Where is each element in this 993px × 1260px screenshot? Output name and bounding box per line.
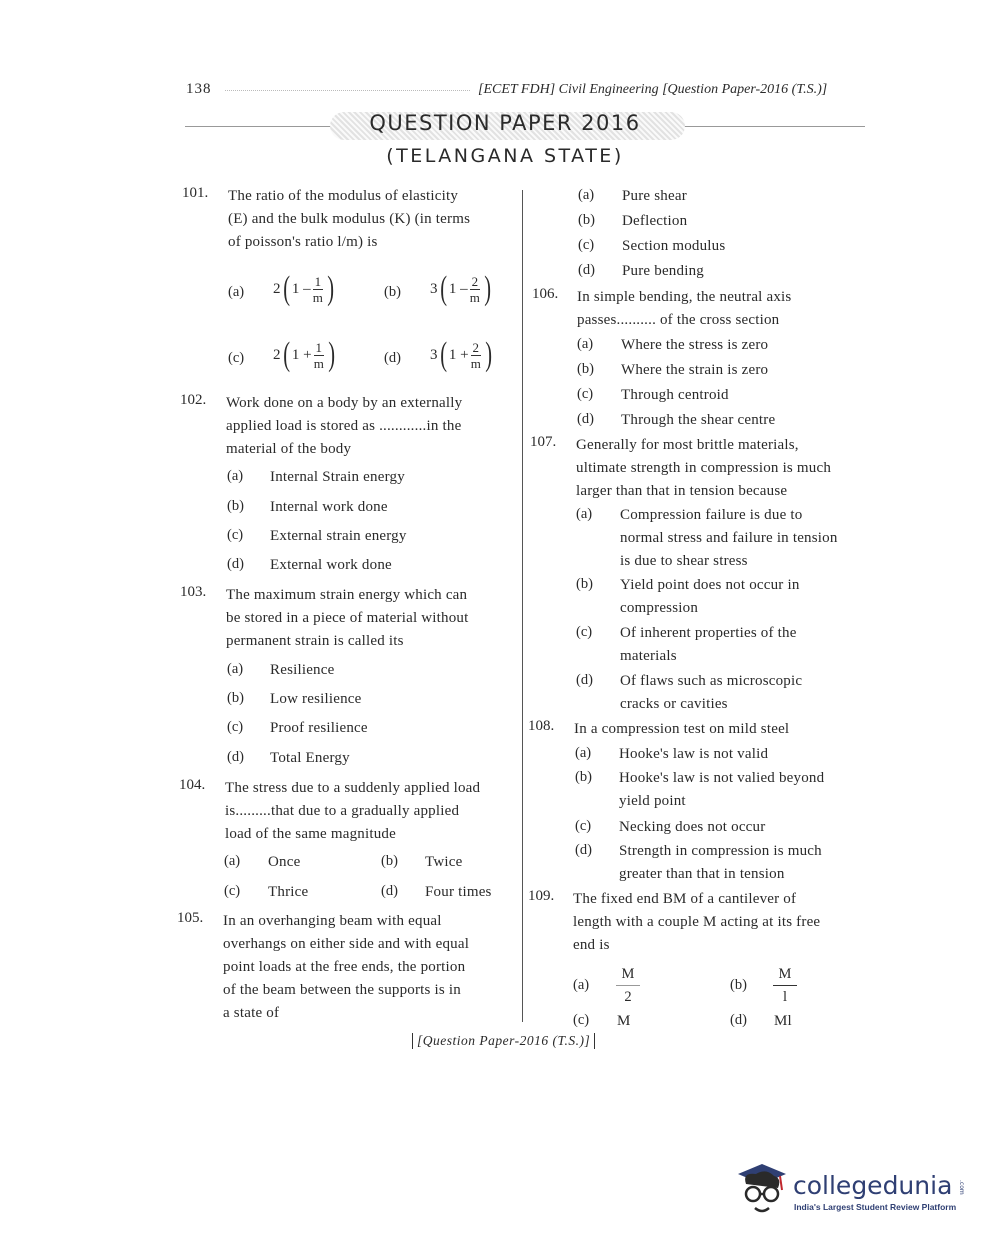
text-line: applied load is stored as ............in the [226,418,462,434]
option-label: (b) [576,576,593,592]
logo-domain: .com [958,1180,965,1195]
text-line: In an overhanging beam with equal [223,913,442,929]
option-text [619,743,768,766]
question-number: 104. [179,777,206,793]
option-label: (c) [228,350,245,366]
text-line: (E) and the bulk modulus (K) (in terms [228,211,471,227]
option-label: (d) [575,842,592,858]
numerator: M [616,963,640,986]
paper-title: QUESTION PAPER 2016 [369,111,641,135]
question-text [573,888,860,957]
text-line: be stored in a piece of material without [226,610,469,626]
numerator: 2 [471,273,479,289]
option-label: (a) [227,468,244,484]
option-text: Low resilience [270,691,362,707]
logo-wordmark: collegedunia [793,1171,953,1200]
text-line: point loads at the free ends, the portion [223,959,466,975]
option-label: (a) [578,187,595,203]
denominator: 2 [624,989,632,1005]
option-label: (c) [575,818,592,834]
option-label: (c) [576,624,593,640]
fraction [314,340,325,371]
option-label: (d) [227,749,244,765]
option-text [620,574,862,620]
question-text [577,286,863,332]
text-line: load of the same magnitude [225,826,396,842]
question-number: 106. [532,286,559,302]
text-line: Hooke's law is not valid [619,746,769,762]
text-line: Of inherent properties of the [620,625,797,641]
option-label: (c) [578,237,595,253]
option-text: M [617,1013,631,1029]
text-line: Compression failure is due to [620,507,803,523]
option-label: (c) [573,1012,590,1028]
column-divider [522,190,523,1022]
question-number: 103. [180,584,207,600]
text-line: The maximum strain energy which can [226,587,468,603]
option-text: Section modulus [622,238,726,254]
header-rule [225,90,470,91]
question-number: 102. [180,392,207,408]
option-label: (b) [730,977,747,993]
question-text [223,910,509,1025]
banner-rule-left [185,126,330,127]
option-text: Twice [425,854,463,870]
text-line: yield point [619,793,686,809]
term: 1 + [291,346,312,363]
text-line: length with a couple M acting at its free [573,914,821,930]
option-label: (a) [224,853,241,869]
option-text: Four times [425,884,492,900]
option-label: (d) [384,350,401,366]
option-b-formula [430,272,493,306]
option-text [620,670,862,716]
text-line: is.........that due to a gradually applied [225,803,460,819]
left-paren: ( [282,336,290,373]
option-text [619,840,861,886]
option-label: (b) [384,284,401,300]
tassel [780,1176,782,1190]
text-line: The ratio of the modulus of elasticity [228,188,459,204]
option-label: (d) [577,411,594,427]
question-number: 109. [528,888,555,904]
smile [755,1208,769,1211]
option-label: (a) [576,506,593,522]
option-label: (d) [381,883,398,899]
glasses-left [746,1187,760,1201]
option-text [620,622,862,668]
text-line: of poisson's ratio l/m) is [228,234,378,250]
option-text: Proof resilience [270,720,368,736]
term: 1 + [448,346,469,363]
option-label: (d) [578,262,595,278]
option-text: Total Energy [270,750,350,766]
left-paren: ( [439,270,447,307]
option-text: Through the shear centre [621,412,776,428]
option-text: Pure bending [622,263,704,279]
option-text: Ml [774,1013,792,1029]
option-label: (c) [577,386,594,402]
text-line: Necking does not occur [619,819,766,835]
fraction [470,274,481,305]
right-paren: ) [328,336,336,373]
numerator: 2 [472,339,480,355]
option-text: Pure shear [622,188,687,204]
text-line: compression [620,600,699,616]
option-text: Where the strain is zero [621,362,769,378]
term: 1 – [448,280,468,297]
collegedunia-logo-icon [736,1162,788,1220]
option-text [619,767,824,813]
denominator: m [470,355,481,371]
option-label: (b) [575,769,592,785]
text-line: permanent strain is called its [226,633,404,649]
question-text [226,584,510,653]
coefficient: 3 [430,280,438,297]
option-text: Deflection [622,213,688,229]
text-line: Strength in compression is much [619,843,822,859]
option-label: (a) [227,661,244,677]
running-header: [ECET FDH] Civil Engineering [Question Paper-2016 (T.S.)] [478,82,828,97]
text-line: Yield point does not occur in [620,577,800,593]
numerator: 1 [315,339,323,355]
option-text: Internal work done [270,499,388,515]
option-d-formula [430,338,494,372]
coefficient: 3 [430,346,438,363]
text-line: larger than that in tension because [576,483,788,499]
text-line: end is [573,937,610,953]
question-number: 108. [528,718,555,734]
option-text: External strain energy [270,528,407,544]
option-text: Internal Strain energy [270,469,405,485]
option-a-formula [616,963,640,1008]
text-line: In simple bending, the neutral axis [577,289,792,305]
term: 1 – [291,280,311,297]
text-line: a state of [223,1005,280,1021]
text-line: of the beam between the supports is in [223,982,461,998]
option-label: (b) [577,361,594,377]
right-paren: ) [327,270,335,307]
option-label: (d) [227,556,244,572]
page-number: 138 [186,81,212,97]
logo-tagline: India's Largest Student Review Platform [794,1202,957,1212]
text-line: Generally for most brittle materials, [576,437,799,453]
option-label: (b) [578,212,595,228]
text-line: cracks or cavities [620,696,728,712]
option-label: (a) [575,745,592,761]
option-label: (a) [228,284,245,300]
option-text: Resilience [270,662,335,678]
denominator: m [312,289,323,305]
text-line: Work done on a body by an externally [226,395,463,411]
numerator: M [773,963,797,986]
option-label: (d) [730,1012,747,1028]
text-line: overhangs on either side and with equal [223,936,470,952]
denominator: m [313,355,324,371]
option-text: External work done [270,557,392,573]
option-label: (d) [576,672,593,688]
numerator: 1 [314,273,322,289]
coefficient: 2 [273,346,281,363]
option-text: Through centroid [621,387,729,403]
coefficient: 2 [273,280,281,297]
fraction [313,274,324,305]
right-paren: ) [485,336,493,373]
option-text: Where the stress is zero [621,337,769,353]
left-paren: ( [439,336,447,373]
question-number: 105. [177,910,204,926]
glasses-right [764,1187,778,1201]
question-number: 101. [182,185,209,201]
option-label: (b) [227,498,244,514]
text-line: materials [620,648,677,664]
question-text [226,392,510,461]
option-text: Thrice [268,884,309,900]
option-label: (c) [227,527,244,543]
question-text [574,718,860,741]
text-line: Hooke's law is not valied beyond [619,770,825,786]
text-line: ultimate strength in compression is much [576,460,832,476]
option-label: (a) [577,336,594,352]
paper-subtitle: (TELANGANA STATE) [386,145,624,167]
text-line: Of flaws such as microscopic [620,673,803,689]
option-text [619,816,765,839]
text-line: greater than that in tension [619,866,785,882]
option-text [620,504,862,573]
fraction [471,340,482,371]
text-line: material of the body [226,441,352,457]
option-label: (a) [573,977,590,993]
option-label: (b) [227,690,244,706]
option-label: (c) [224,883,241,899]
text-line: The fixed end BM of a cantilever of [573,891,797,907]
option-b-formula [773,963,797,1008]
question-text [225,777,510,846]
question-text [228,185,510,254]
text-line: is due to shear stress [620,553,748,569]
text-line: In a compression test on mild steel [574,721,790,737]
denominator: m [469,289,480,305]
text-line: The stress due to a suddenly applied load [225,780,481,796]
page-footer: [Question Paper-2016 (T.S.)] [412,1033,595,1049]
text-line: normal stress and failure in tension [620,530,838,546]
option-text: Once [268,854,301,870]
denominator: l [782,989,788,1005]
question-text [576,434,862,503]
option-label: (b) [381,853,398,869]
banner-rule-right [685,126,865,127]
mascot-graphic [736,1162,788,1220]
option-label: (c) [227,719,244,735]
option-a-formula [273,272,336,306]
option-c-formula [273,338,337,372]
right-paren: ) [484,270,492,307]
question-number: 107. [530,434,557,450]
text-line: passes.......... of the cross section [577,312,780,328]
left-paren: ( [282,270,290,307]
